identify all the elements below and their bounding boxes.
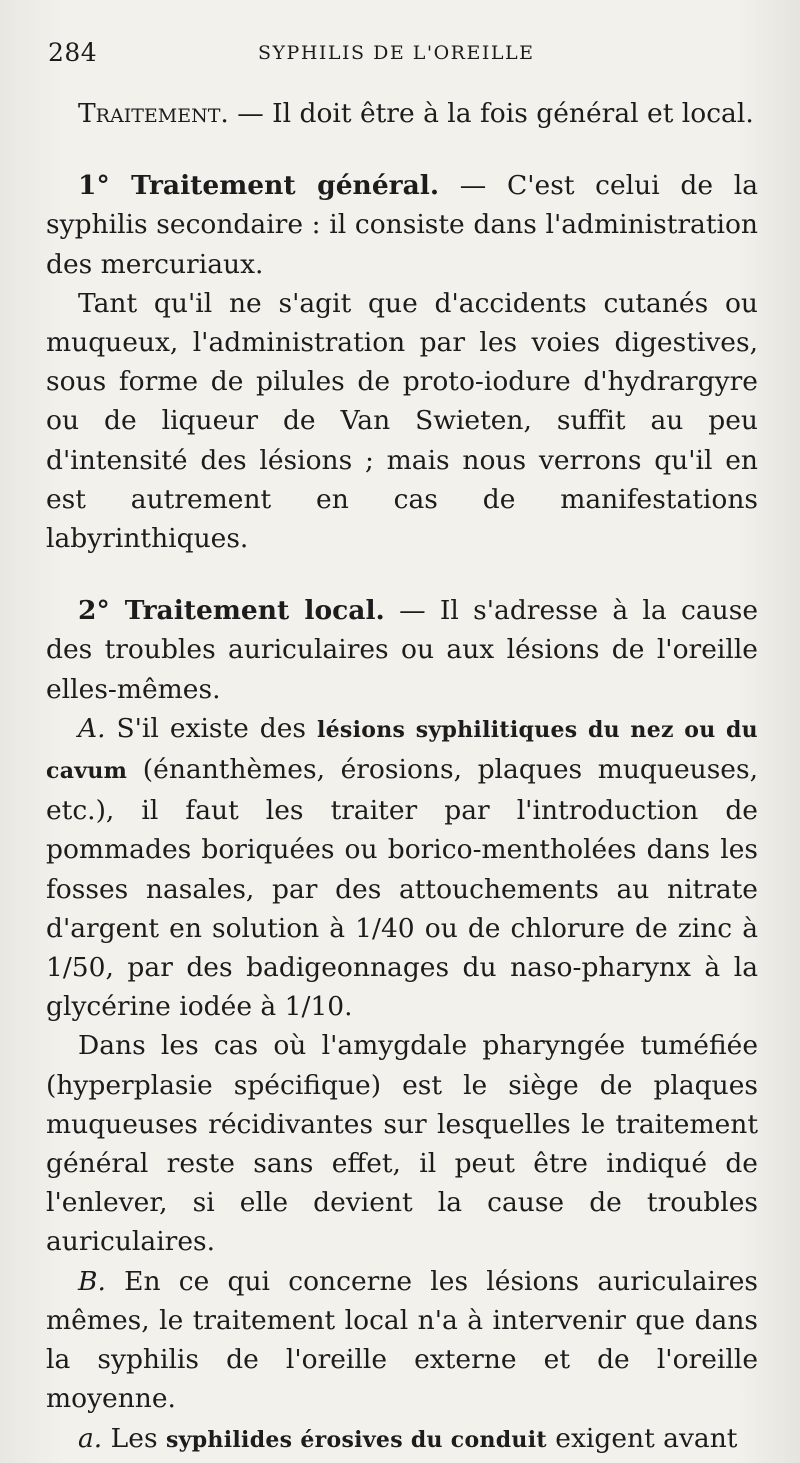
bold-term: lésions syphilitiques du nez ou du cavum	[46, 716, 758, 785]
paragraph-text: En ce qui concerne les lésions auriculaires mêmes, le traitement local n'a à intervenir que dans la syphilis de l'oreille externe et de l'oreille moyenne.	[46, 1265, 758, 1415]
page-header	[48, 38, 748, 78]
paragraph-text: (énanthèmes, érosions, plaques muqueuses, etc.), il faut les traiter par l'introduction de pommades boriquées ou borico-mentholées dans les fosses nasales, par des attouchements au nitrate d'argent en solution à 1/40 ou de chlorure de zinc à 1/50, par des badigeonnages du naso-pharynx à la glycérine iodée à 1/10.	[46, 754, 758, 1023]
paragraph-text: Les	[102, 1422, 166, 1454]
body-text	[46, 94, 758, 1460]
paragraph-erosive-syphilides	[46, 1419, 758, 1460]
paragraph-oral-administration	[46, 284, 758, 558]
paragraph-text: Dans les cas où l'amygdale pharyngée tuméfiée (hyperplasie spécifique) est le siège de plaques muqueuses récidivantes sur lesquelles le traitement général reste sans effet, il peut être indiqué de l'enlever, si elle devient la cause de troubles auriculaires.	[46, 1030, 758, 1258]
paragraph-text: exigent avant	[546, 1422, 738, 1454]
paragraph-nasal-lesions	[46, 709, 758, 1027]
page-number: 284	[48, 38, 98, 67]
paragraph-adenoid	[46, 1026, 758, 1261]
list-marker: B.	[78, 1265, 106, 1297]
paragraph-text: S'il existe des	[105, 712, 317, 744]
paragraph-text: — Il s'adresse à la cause des troubles auriculaires ou aux lésions de l'oreille elles-mêmes.	[46, 595, 759, 705]
paragraph-treatment-intro	[46, 94, 758, 133]
paragraph-text: — Il doit être à la fois général et local.	[228, 98, 754, 129]
paragraph-general-treatment	[46, 166, 758, 284]
list-marker: A.	[78, 712, 106, 744]
bold-term: syphilides érosives du conduit	[165, 1426, 547, 1453]
running-head: SYPHILIS DE L'OREILLE	[258, 42, 535, 64]
section-heading: 2° Traitement local.	[78, 595, 385, 627]
paragraph-text: — C'est celui de la syphilis secondaire : il consiste dans l'administration des mercuriaux.	[46, 170, 758, 280]
section-label: Traitement.	[78, 98, 229, 129]
paragraph-local-treatment	[46, 591, 758, 709]
paragraph-text: Tant qu'il ne s'agit que d'accidents cutanés ou muqueux, l'administration par les voies digestives, sous forme de pilules de proto-iodure d'hydrargyre ou de liqueur de Van Swieten, suffit au peu d'intensité des lésions ; mais nous verrons qu'il en est autrement en cas de manifestations labyrinthiques.	[46, 287, 758, 555]
list-marker: a.	[78, 1422, 103, 1454]
paragraph-ear-lesions	[46, 1262, 758, 1419]
section-heading: 1° Traitement général.	[78, 170, 440, 202]
